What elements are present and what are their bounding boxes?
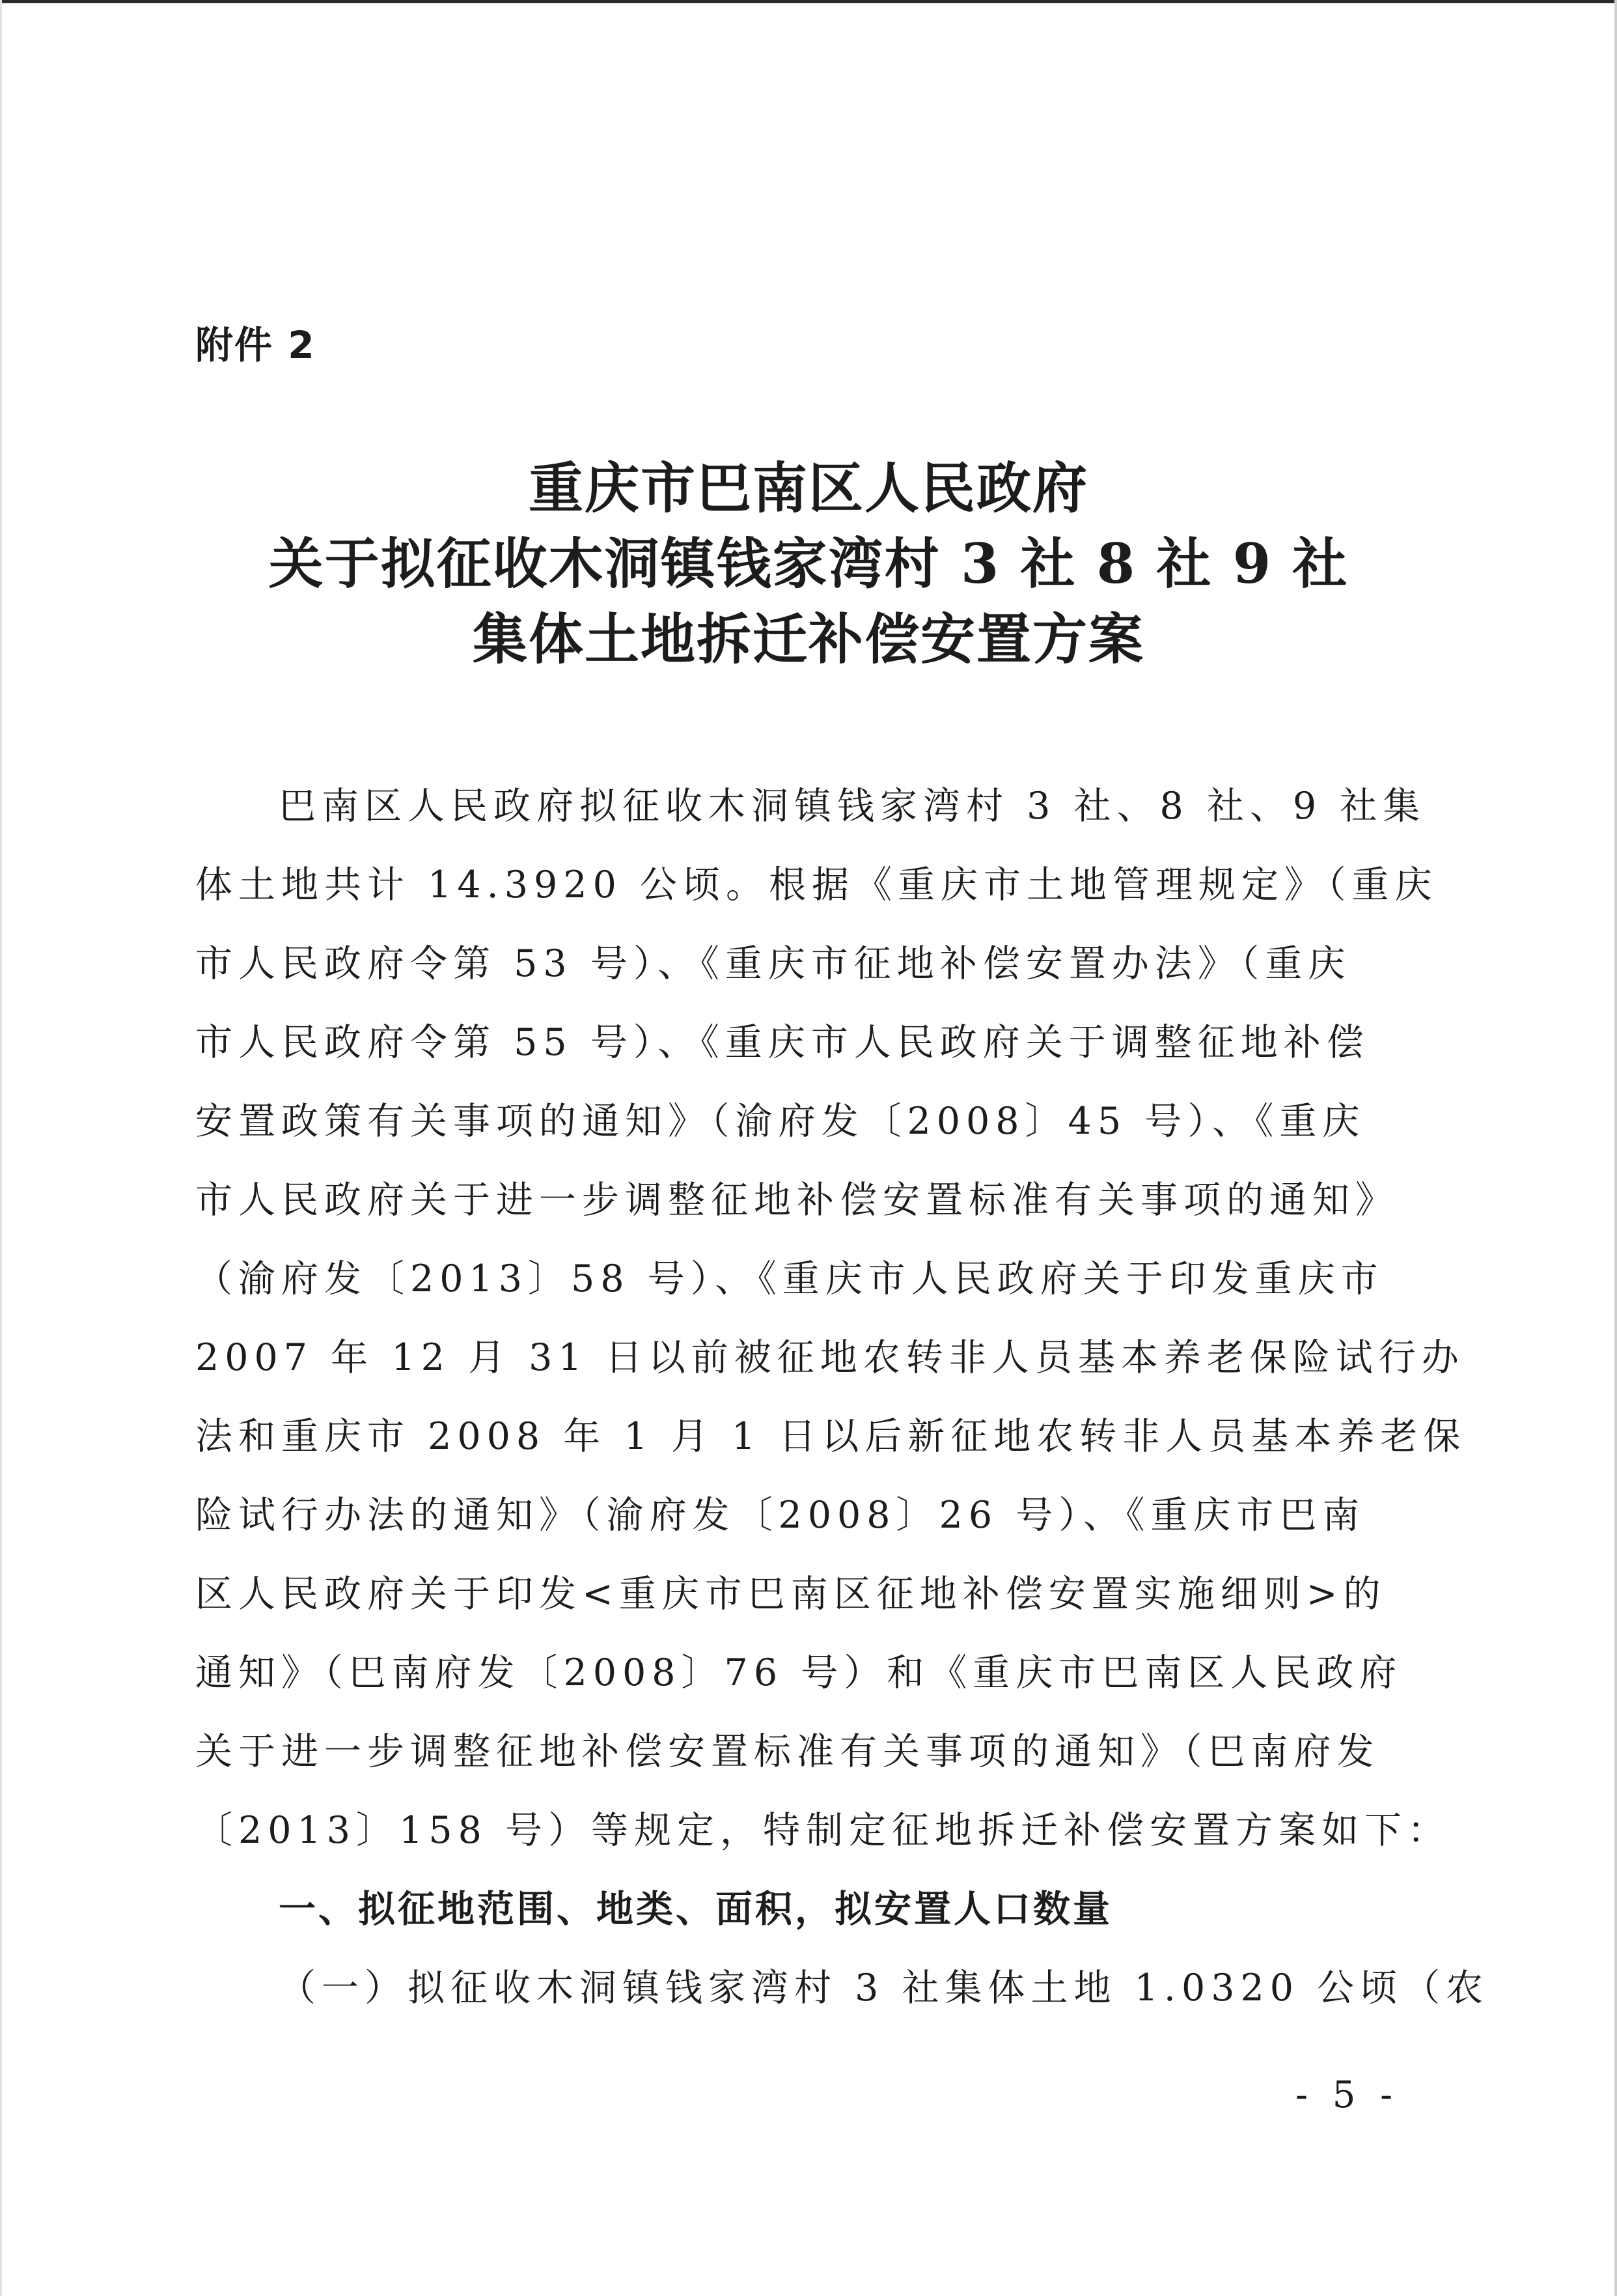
scan-top-edge <box>0 0 1617 3</box>
body-line: 巴南区人民政府拟征收木洞镇钱家湾村 3 社、8 社、9 社集 <box>279 785 1426 828</box>
page-number: - 5 - <box>1295 2074 1400 2116</box>
body-line: 体土地共计 14.3920 公顷。根据《重庆市土地管理规定》（重庆 <box>195 863 1438 906</box>
body-line: （渝府发〔2013〕58 号）、《重庆市人民政府关于印发重庆市 <box>195 1257 1384 1300</box>
subsection-line: （一）拟征收木洞镇钱家湾村 3 社集体土地 1.0320 公顷（农 <box>279 1967 1489 2009</box>
document-body <box>195 767 1489 2028</box>
body-line: 险试行办法的通知》（渝府发〔2008〕26 号）、《重庆市巴南 <box>195 1494 1366 1537</box>
scan-right-edge <box>1614 0 1617 2296</box>
attachment-label: 附件 2 <box>195 323 316 367</box>
body-line: 区人民政府关于印发<重庆市巴南区征地补偿安置实施细则>的 <box>195 1573 1387 1616</box>
body-line: 关于进一步调整征地补偿安置标准有关事项的通知》（巴南府发 <box>195 1730 1380 1773</box>
body-line: 通知》（巴南府发〔2008〕76 号）和《重庆市巴南区人民政府 <box>195 1651 1403 1694</box>
scan-left-edge <box>0 0 2 2296</box>
body-line: 法和重庆市 2008 年 1 月 1 日以后新征地农转非人员基本养老保 <box>195 1415 1467 1458</box>
section-heading: 一、拟征地范围、地类、面积，拟安置人口数量 <box>279 1888 1113 1931</box>
title-line-3: 集体土地拆迁补偿安置方案 <box>472 607 1144 671</box>
body-line: 市人民政府令第 53 号）、《重庆市征地补偿安置办法》（重庆 <box>195 942 1351 985</box>
body-line: 市人民政府关于进一步调整征地补偿安置标准有关事项的通知》 <box>195 1179 1398 1222</box>
body-line: 市人民政府令第 55 号）、《重庆市人民政府关于调整征地补偿 <box>195 1021 1370 1064</box>
body-line: 安置政策有关事项的通知》（渝府发〔2008〕45 号）、《重庆 <box>195 1100 1366 1143</box>
document-title <box>169 451 1448 677</box>
body-line: 〔2013〕158 号）等规定，特制定征地拆迁补偿安置方案如下： <box>195 1809 1450 1852</box>
body-line: 2007 年 12 月 31 日以前被征地农转非人员基本养老保险试行办 <box>195 1336 1465 1379</box>
title-line-1: 重庆市巴南区人民政府 <box>528 456 1088 520</box>
title-line-2: 关于拟征收木洞镇钱家湾村 3 社 8 社 9 社 <box>268 531 1349 596</box>
